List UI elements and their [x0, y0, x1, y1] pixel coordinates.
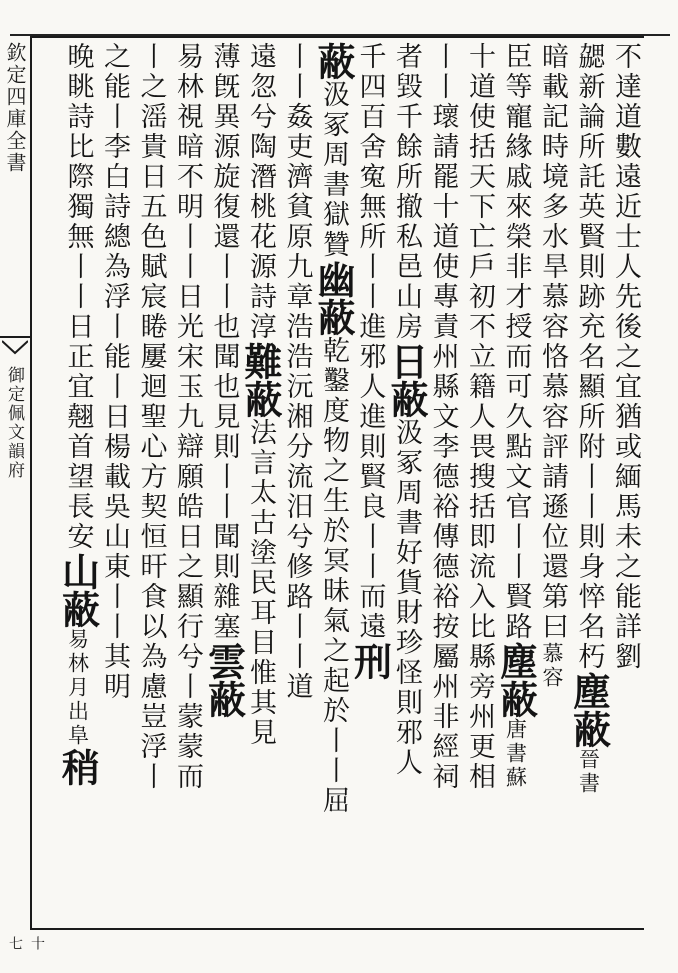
- column-text: 汲冢周書好貨財珍怪則邪人: [391, 418, 422, 778]
- entry-headword: 山蔽: [55, 552, 101, 628]
- column-text: 易林視暗不明丨丨日光宋玉九辯願皓日之顯行兮丨蒙蒙而: [172, 42, 203, 792]
- text-column: [131, 42, 171, 792]
- column-text: 之能丨李白詩總為浮丨能丨日楊載吳山: [99, 42, 130, 552]
- text-column: [459, 42, 499, 792]
- column-text: 乾鑿度物之生於冥昧氣之起於丨丨屈: [318, 336, 349, 816]
- column-text: 遠忽兮陶潛桃花源詩淳: [245, 42, 276, 342]
- book-title: 欽定四庫全書: [3, 42, 27, 174]
- column-text: 丨丨姦吏濟貧: [281, 42, 313, 222]
- entry-headword: 難蔽: [238, 342, 283, 418]
- column-text: 丨丨瓌請罷十道使專責州縣文李德裕傳德裕按屬州非經祠: [427, 42, 459, 792]
- column-text: 也聞也見則丨丨聞則雜塞: [208, 312, 240, 642]
- entry-headword: 刑: [347, 642, 393, 680]
- source-note: 唐書蘇: [503, 718, 528, 790]
- column-text: 汲冢周書獄贊: [318, 80, 349, 260]
- text-column: [347, 42, 393, 680]
- column-text: 不達道數遠近士人先後之宜猶或緬馬未之能詳劉: [610, 42, 641, 672]
- text-column: [55, 42, 101, 786]
- entry-headword: 雲蔽: [201, 642, 247, 718]
- section-title: 御定佩文韻府: [4, 366, 24, 480]
- entry-headword: 塵蔽: [566, 672, 612, 748]
- text-column: [605, 42, 645, 672]
- fishtail-mark-icon: [2, 339, 28, 357]
- column-text: 東丨丨其明: [99, 552, 130, 702]
- column-text: 臣等寵緣戚來榮非才授而可久點文官丨丨賢路: [500, 42, 532, 642]
- text-column: [532, 42, 572, 690]
- column-text: 勰新論所託英賢則跡充名顯所附丨丨則身悴名朽: [573, 42, 605, 672]
- column-text: 進邪人進則賢良丨丨而遠: [354, 312, 386, 642]
- text-column: [201, 42, 247, 718]
- column-text: 法言太古塗民耳目惟其見: [245, 418, 276, 748]
- column-text: 丨之滛貴日五色賦宸睠屢迴聖心方契恒旰食以為慮豈浮丨: [135, 42, 167, 792]
- page-number: 十七: [7, 936, 45, 952]
- text-column: [493, 42, 539, 790]
- source-note: 慕容: [540, 642, 564, 690]
- margin-divider: [0, 336, 30, 338]
- column-text: 暗載記時境多水旱慕容恪慕容評請遜位還第曰: [537, 42, 568, 642]
- text-column: [311, 42, 356, 816]
- text-column: [167, 42, 207, 792]
- page-top-edge: [10, 6, 670, 36]
- entry-headword: 日蔽: [384, 342, 429, 418]
- source-note: 晉書: [576, 748, 601, 796]
- margin-strip: [0, 36, 45, 952]
- column-text: 者毀千餘所撤私邑山房: [391, 42, 422, 342]
- column-text: 原九章浩浩沅湘分流汨兮修路丨丨道: [281, 222, 313, 702]
- column-text: 千四百舍寃無所丨丨: [354, 42, 386, 312]
- entry-headword: 蔽: [311, 42, 356, 80]
- column-text: 晚眺詩比際獨無丨丨日正宜翹首望長安: [62, 42, 94, 552]
- entry-headword: 塵蔽: [493, 642, 539, 718]
- text-column: [566, 42, 612, 796]
- entry-headword: 稍: [55, 748, 101, 786]
- entry-headword: 幽蔽: [311, 260, 356, 336]
- column-text: 十道使括天下亡戶初不立籍人畏搜括即流入比縣旁州更相: [464, 42, 495, 792]
- column-text: 薄旣異源旋復還丨丨: [208, 42, 240, 312]
- source-note: 易林月出阜: [65, 628, 90, 748]
